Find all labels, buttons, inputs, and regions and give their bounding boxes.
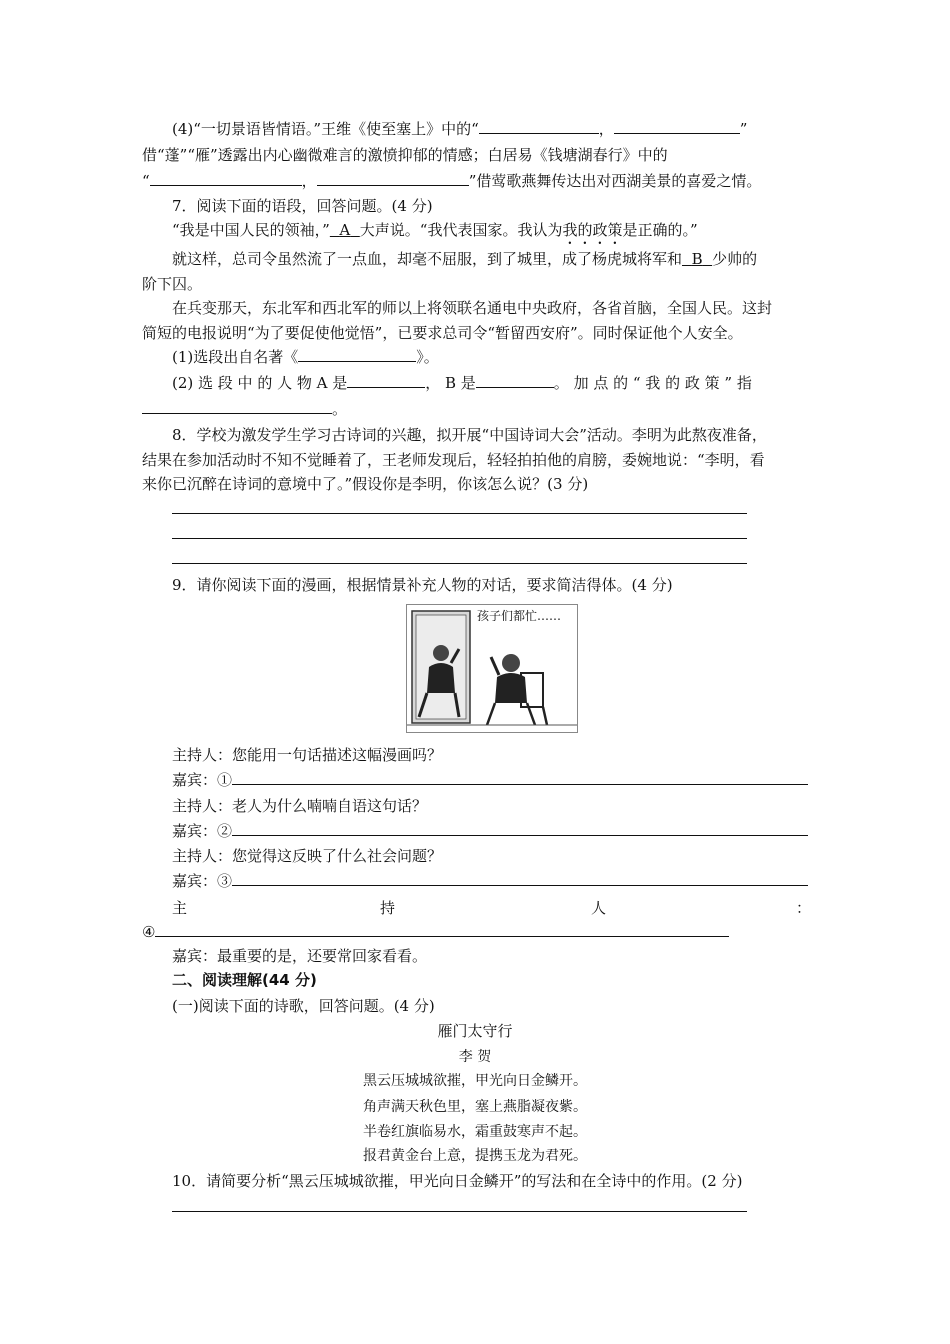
q7-passage-p3: 在兵变那天，东北军和西北军的师以上将领联名通电中央政府，各省首脑，全国人民。这封 bbox=[172, 299, 773, 317]
answer-blank[interactable] bbox=[298, 347, 416, 362]
guest-a2 bbox=[172, 820, 808, 842]
q7-sub2 bbox=[172, 372, 752, 394]
guest-label: 嘉宾：② bbox=[172, 822, 233, 840]
host-q1: 主持人：您能用一句话描述这幅漫画吗？ bbox=[172, 746, 443, 764]
host-q4-colon: ： bbox=[796, 899, 812, 917]
poem-line: 半卷红旗临易水，霜重鼓寒声不起。 bbox=[363, 1124, 587, 1140]
host-q4-blank bbox=[142, 921, 729, 943]
q8-line2: 结果在参加活动时不知不觉睡着了，王老师发现后，轻轻拍拍他的肩膀，委婉地说：“李明，看 bbox=[142, 451, 765, 469]
q6-4-line1 bbox=[172, 118, 747, 140]
sub2-text: ， B 是 bbox=[425, 374, 476, 392]
q6-4-text: ”借莺歌燕舞传达出对西湖美景的喜爱之情。 bbox=[468, 172, 762, 190]
q6-4-line3 bbox=[142, 170, 761, 192]
blank-a[interactable] bbox=[330, 221, 360, 239]
blank-b-label: B bbox=[691, 250, 703, 268]
host-q4-char3: 人 bbox=[591, 899, 607, 917]
sub2-text: (2) 选 段 中 的 人 物 A 是 bbox=[172, 374, 348, 392]
answer-blank[interactable] bbox=[317, 171, 469, 186]
q7-title: 7．阅读下面的语段，回答问题。(4 分) bbox=[172, 197, 433, 215]
q6-4-line2: 借“蓬”“雁”透露出内心幽微难言的激愤抑郁的情感；白居易《钱塘湖春行》中的 bbox=[142, 146, 668, 164]
answer-blank[interactable] bbox=[155, 922, 729, 937]
q6-4-text: (4)“一切景语皆情语。”王维《使至塞上》中的“ bbox=[172, 120, 479, 138]
q7-sub2-cont bbox=[142, 398, 347, 420]
blank-b[interactable] bbox=[682, 250, 712, 268]
q7-sub1 bbox=[172, 346, 439, 368]
comma: ， bbox=[598, 120, 614, 138]
sub2-text: 。 加 点 的 “ 我 的 政 策 ” 指 bbox=[553, 374, 752, 392]
cartoon-drawing bbox=[407, 605, 577, 732]
guest-a4: 嘉宾：最重要的是，还要常回家看看。 bbox=[172, 947, 428, 965]
section2-sub: (一)阅读下面的诗歌，回答问题。(4 分) bbox=[172, 997, 435, 1015]
q7-passage-p2 bbox=[172, 248, 757, 270]
host-q3: 主持人：您觉得这反映了什么社会问题？ bbox=[172, 847, 443, 865]
host-label: ④ bbox=[142, 923, 156, 941]
answer-blank[interactable] bbox=[479, 119, 599, 134]
guest-label: 嘉宾：③ bbox=[172, 872, 233, 890]
q7-passage-p1 bbox=[172, 219, 698, 248]
cartoon-caption: 孩子们都忙…… bbox=[477, 609, 562, 623]
q9-title: 9．请你阅读下面的漫画，根据情景补充人物的对话，要求简洁得体。(4 分) bbox=[172, 576, 673, 594]
poem-author: 李 贺 bbox=[458, 1049, 492, 1065]
poem-line: 报君黄金台上意，提携玉龙为君死。 bbox=[363, 1148, 587, 1164]
answer-blank[interactable] bbox=[347, 373, 425, 388]
cartoon-image bbox=[406, 604, 578, 733]
passage-text: “我是中国人民的领袖，” bbox=[172, 221, 330, 239]
dotted-phrase: 我的政策 bbox=[562, 221, 623, 239]
host-q2: 主持人：老人为什么喃喃自语这句话？ bbox=[172, 797, 428, 815]
q8-line3: 来你已沉醉在诗词的意境中了。”假设你是李明，你该怎么说？(3 分) bbox=[142, 475, 589, 493]
passage-text: 少帅的 bbox=[712, 250, 758, 268]
poem-title: 雁门太守行 bbox=[437, 1022, 513, 1040]
answer-blank[interactable] bbox=[614, 119, 740, 134]
comma: ， bbox=[301, 172, 317, 190]
guest-label: 嘉宾：① bbox=[172, 771, 233, 789]
passage-text: 是正确的。” bbox=[622, 221, 698, 239]
answer-blank[interactable] bbox=[232, 871, 808, 886]
host-q4-char1: 主 bbox=[172, 899, 188, 917]
answer-blank[interactable] bbox=[476, 373, 554, 388]
q7-passage-p3-cont: 简短的电报说明“为了要促使他觉悟”，已要求总司令“暂留西安府”。同时保证他个人安全。 bbox=[142, 324, 743, 342]
answer-blank[interactable] bbox=[150, 171, 302, 186]
answer-blank[interactable] bbox=[232, 821, 808, 836]
poem-line: 角声满天秋色里，塞上燕脂凝夜紫。 bbox=[363, 1099, 587, 1115]
guest-a1 bbox=[172, 769, 808, 791]
host-q4-char2: 持 bbox=[380, 899, 396, 917]
period: 。 bbox=[332, 400, 348, 418]
passage-text: 大声说。“我代表国家。我认为 bbox=[359, 221, 563, 239]
q8-line1: 8．学校为激发学生学习古诗词的兴趣，拟开展“中国诗词大会”活动。李明为此熬夜准备， bbox=[172, 426, 767, 444]
quote-open: “ bbox=[142, 172, 150, 190]
answer-line[interactable] bbox=[172, 538, 747, 539]
blank-a-label: A bbox=[339, 221, 351, 239]
passage-text: 就这样，总司令虽然流了一点血，却毫不屈服，到了城里，成了杨虎城将军和 bbox=[172, 250, 683, 268]
guest-a3 bbox=[172, 870, 808, 892]
section2-title: 二、阅读理解(44 分) bbox=[172, 971, 317, 989]
q10-title: 10．请简要分析“黑云压城城欲摧，甲光向日金鳞开”的写法和在全诗中的作用。(2 分) bbox=[172, 1172, 743, 1190]
quote-close: ” bbox=[739, 120, 748, 138]
sub1-text-end: 》。 bbox=[416, 348, 439, 366]
answer-line[interactable] bbox=[172, 513, 747, 514]
answer-line[interactable] bbox=[172, 563, 747, 564]
answer-blank[interactable] bbox=[142, 399, 332, 414]
sub1-text: (1)选段出自名著《 bbox=[172, 348, 299, 366]
answer-line[interactable] bbox=[172, 1211, 747, 1212]
q7-passage-p2-cont: 阶下囚。 bbox=[142, 275, 203, 293]
answer-blank[interactable] bbox=[232, 770, 808, 785]
poem-line: 黑云压城城欲摧，甲光向日金鳞开。 bbox=[363, 1073, 587, 1089]
